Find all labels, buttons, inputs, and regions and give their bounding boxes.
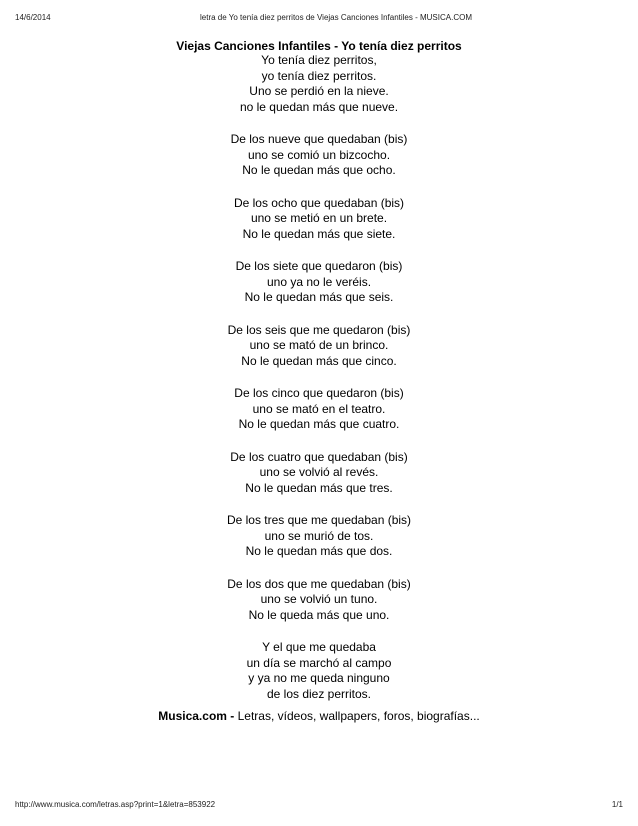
lyric-line: No le quedan más que tres. [245,480,393,495]
lyric-line: De los nueve que quedaban (bis) [230,132,408,146]
lyric-line: De los seis que me quedaron (bis) [227,322,411,337]
stanza [0,577,638,624]
lyrics [0,53,638,702]
lyric-line: No le quedan más que cuatro. [238,417,400,431]
page-number: 1/1 [611,800,623,809]
lyric-line: Y el que me quedaba [262,640,376,654]
lyric-line: uno se mató de un brinco. [249,338,389,352]
lyric-line: No le queda más que uno. [248,607,390,622]
stanza [0,132,638,179]
stanza [0,53,638,115]
lyric-line: uno se mató en el teatro. [252,401,386,416]
lyric-line: De los ocho que quedaban (bis) [233,195,405,210]
stanza [0,259,638,306]
lyric-line: De los cuatro que quedaban (bis) [230,449,408,464]
footer-brand-line [0,709,638,724]
lyric-line: no le quedan más que nueve. [239,99,399,114]
lyric-line: De los cinco que quedaron (bis) [234,386,404,400]
lyric-line: un día se marchó al campo [246,655,392,670]
lyric-line: De los tres que me quedaban (bis) [226,513,412,527]
stanza [0,450,638,497]
lyric-line: uno se comió un bizcocho. [247,147,391,162]
lyric-line: de los diez perritos. [266,686,372,701]
lyric-line: uno se volvió un tuno. [260,592,378,606]
lyric-line: De los dos que me quedaban (bis) [227,576,411,591]
print-date: 14/6/2014 [15,13,51,22]
lyric-line: yo tenía diez perritos. [261,68,377,83]
stanza [0,513,638,560]
page-header-title: letra de Yo tenía diez perritos de Viejas Canciones Infantiles - MUSICA.COM [200,13,472,22]
brand-name[interactable]: Musica.com - [158,709,235,723]
lyric-line: No le quedan más que seis. [244,290,394,304]
lyric-line: No le quedan más que cinco. [241,353,397,368]
lyric-line: No le quedan más que dos. [245,544,393,558]
lyric-line: De los siete que quedaron (bis) [235,259,403,273]
stanza [0,386,638,433]
lyric-line: Yo tenía diez perritos, [261,53,377,67]
lyric-line: y ya no me queda ninguno [248,671,390,685]
song-title: Viejas Canciones Infantiles - Yo tenía diez perritos [176,39,462,53]
stanza [0,640,638,702]
lyric-line: Uno se perdió en la nieve. [249,84,389,98]
song-content [0,39,638,719]
lyric-line: uno se murió de tos. [264,528,374,543]
brand-tagline: Letras, vídeos, wallpapers, foros, biografías... [234,709,480,723]
stanza [0,323,638,370]
lyric-line: uno se metió en un brete. [250,211,388,225]
lyric-line: uno se volvió al revés. [259,465,379,479]
lyric-line: uno ya no le veréis. [266,274,372,289]
stanza [0,196,638,243]
lyric-line: No le quedan más que siete. [242,226,396,241]
lyric-line: No le quedan más que ocho. [242,163,396,177]
source-url[interactable]: http://www.musica.com/letras.asp?print=1&letra=853922 [15,800,216,809]
